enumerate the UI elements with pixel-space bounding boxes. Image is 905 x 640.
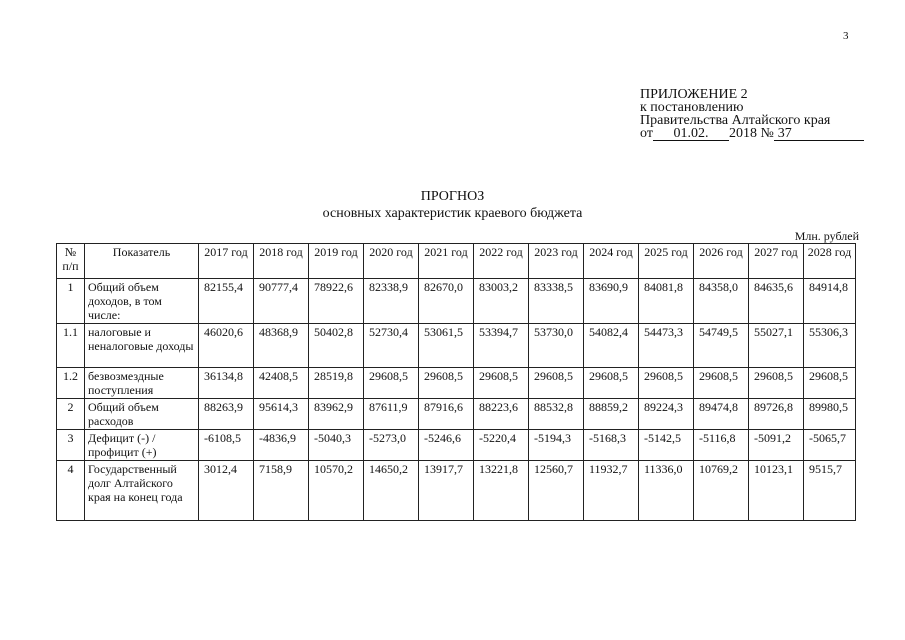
value-cell: 48368,9 xyxy=(254,324,309,368)
value-cell: -5091,2 xyxy=(749,430,804,461)
value-cell: 3012,4 xyxy=(199,461,254,521)
header-cell: 2028 год xyxy=(804,244,856,279)
value-cell: -5065,7 xyxy=(804,430,856,461)
table-header-row xyxy=(57,244,856,279)
value-cell: 42408,5 xyxy=(254,368,309,399)
header-cell: 2027 год xyxy=(749,244,804,279)
value-cell: 14650,2 xyxy=(364,461,419,521)
value-cell: 54082,4 xyxy=(584,324,639,368)
appendix-title: ПРИЛОЖЕНИЕ 2 xyxy=(640,87,748,102)
value-cell: 89980,5 xyxy=(804,399,856,430)
value-cell: 29608,5 xyxy=(639,368,694,399)
value-cell: 52730,4 xyxy=(364,324,419,368)
value-cell: 89474,8 xyxy=(694,399,749,430)
value-cell: 83003,2 xyxy=(474,279,529,324)
value-cell: 82155,4 xyxy=(199,279,254,324)
header-cell: 2024 год xyxy=(584,244,639,279)
header-cell: 2018 год xyxy=(254,244,309,279)
header-cell: 2019 год xyxy=(309,244,364,279)
value-cell: 55306,3 xyxy=(804,324,856,368)
value-cell: 82670,0 xyxy=(419,279,474,324)
value-cell: 87916,6 xyxy=(419,399,474,430)
document-subtitle: основных характеристик краевого бюджета xyxy=(322,206,583,221)
value-cell: 95614,3 xyxy=(254,399,309,430)
header-cell: 2025 год xyxy=(639,244,694,279)
row-index: 1.2 xyxy=(57,368,85,399)
header-cell: 2021 год xyxy=(419,244,474,279)
forecast-table xyxy=(56,243,856,521)
page-number: 3 xyxy=(843,30,849,42)
document-title: ПРОГНОЗ xyxy=(420,189,485,204)
row-indicator: Общий объем расходов xyxy=(85,399,199,430)
value-cell: 29608,5 xyxy=(749,368,804,399)
value-cell: 50402,8 xyxy=(309,324,364,368)
header-cell: 2023 год xyxy=(529,244,584,279)
header-cell: 2017 год xyxy=(199,244,254,279)
value-cell: 88263,9 xyxy=(199,399,254,430)
decree-number: 37 xyxy=(774,128,864,141)
value-cell: 11336,0 xyxy=(639,461,694,521)
value-cell: 83338,5 xyxy=(529,279,584,324)
value-cell: 10570,2 xyxy=(309,461,364,521)
value-cell: 89726,8 xyxy=(749,399,804,430)
value-cell: 88859,2 xyxy=(584,399,639,430)
value-cell: 29608,5 xyxy=(584,368,639,399)
header-cell: 2026 год xyxy=(694,244,749,279)
value-cell: 29608,5 xyxy=(694,368,749,399)
value-cell: 10769,2 xyxy=(694,461,749,521)
value-cell: 13917,7 xyxy=(419,461,474,521)
value-cell: -5040,3 xyxy=(309,430,364,461)
row-indicator: безвозмездные поступления xyxy=(85,368,199,399)
value-cell: 29608,5 xyxy=(804,368,856,399)
value-cell: 84358,0 xyxy=(694,279,749,324)
value-cell: 84914,8 xyxy=(804,279,856,324)
value-cell: 54749,5 xyxy=(694,324,749,368)
value-cell: 13221,8 xyxy=(474,461,529,521)
row-indicator: налоговые и неналоговые доходы xyxy=(85,324,199,368)
value-cell: 84635,6 xyxy=(749,279,804,324)
value-cell: 9515,7 xyxy=(804,461,856,521)
value-cell: -5116,8 xyxy=(694,430,749,461)
value-cell: -4836,9 xyxy=(254,430,309,461)
value-cell: 88223,6 xyxy=(474,399,529,430)
value-cell: 36134,8 xyxy=(199,368,254,399)
value-cell: 29608,5 xyxy=(474,368,529,399)
value-cell: 78922,6 xyxy=(309,279,364,324)
table-row xyxy=(57,368,856,399)
appendix-block xyxy=(640,88,864,141)
value-cell: 29608,5 xyxy=(529,368,584,399)
value-cell: -5246,6 xyxy=(419,430,474,461)
value-cell: 29608,5 xyxy=(364,368,419,399)
date-prefix: от xyxy=(640,126,653,141)
table-row xyxy=(57,461,856,521)
value-cell: 11932,7 xyxy=(584,461,639,521)
value-cell: 29608,5 xyxy=(419,368,474,399)
value-cell: 10123,1 xyxy=(749,461,804,521)
value-cell: 12560,7 xyxy=(529,461,584,521)
value-cell: -5220,4 xyxy=(474,430,529,461)
row-indicator: Государственный долг Алтайского края на конец года xyxy=(85,461,199,521)
header-cell: 2020 год xyxy=(364,244,419,279)
table-row xyxy=(57,279,856,324)
appendix-line-2: Правительства Алтайского края xyxy=(640,113,831,128)
value-cell: 89224,3 xyxy=(639,399,694,430)
appendix-date-line xyxy=(640,127,864,141)
year-text: 2018 № xyxy=(728,126,774,141)
header-cell: 2022 год xyxy=(474,244,529,279)
decree-date: 01.02. xyxy=(653,128,729,141)
value-cell: 84081,8 xyxy=(639,279,694,324)
value-cell: 46020,6 xyxy=(199,324,254,368)
row-index: 1 xyxy=(57,279,85,324)
table-row xyxy=(57,430,856,461)
value-cell: -5273,0 xyxy=(364,430,419,461)
table-row xyxy=(57,399,856,430)
units-label: Млн. рублей xyxy=(794,229,859,243)
value-cell: -6108,5 xyxy=(199,430,254,461)
value-cell: 88532,8 xyxy=(529,399,584,430)
value-cell: -5168,3 xyxy=(584,430,639,461)
value-cell: 53730,0 xyxy=(529,324,584,368)
value-cell: 87611,9 xyxy=(364,399,419,430)
value-cell: 53394,7 xyxy=(474,324,529,368)
header-cell: Показатель xyxy=(85,244,199,279)
row-indicator: Дефицит (-) / профицит (+) xyxy=(85,430,199,461)
row-index: 1.1 xyxy=(57,324,85,368)
value-cell: 55027,1 xyxy=(749,324,804,368)
value-cell: 28519,8 xyxy=(309,368,364,399)
value-cell: -5194,3 xyxy=(529,430,584,461)
row-index: 4 xyxy=(57,461,85,521)
appendix-line-1: к постановлению xyxy=(640,100,744,115)
row-index: 3 xyxy=(57,430,85,461)
value-cell: 82338,9 xyxy=(364,279,419,324)
row-index: 2 xyxy=(57,399,85,430)
row-indicator: Общий объем доходов, в том числе: xyxy=(85,279,199,324)
header-cell: № п/п xyxy=(57,244,85,279)
value-cell: 7158,9 xyxy=(254,461,309,521)
value-cell: 83962,9 xyxy=(309,399,364,430)
value-cell: 54473,3 xyxy=(639,324,694,368)
value-cell: 83690,9 xyxy=(584,279,639,324)
value-cell: 53061,5 xyxy=(419,324,474,368)
table-row xyxy=(57,324,856,368)
value-cell: -5142,5 xyxy=(639,430,694,461)
value-cell: 90777,4 xyxy=(254,279,309,324)
